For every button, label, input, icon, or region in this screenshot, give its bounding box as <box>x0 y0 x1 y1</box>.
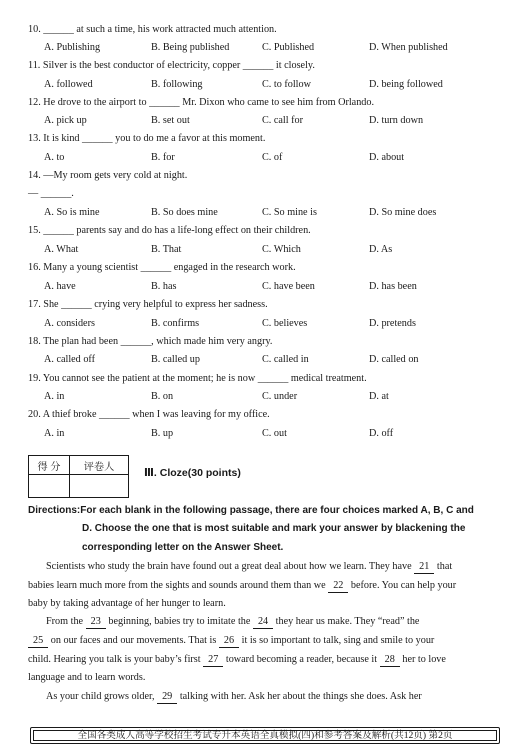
passage-text: talking with her. Ask her about the things she does. Ask her <box>179 691 422 702</box>
blank-23: 23 <box>86 615 106 629</box>
question-10-option-d: D. When published <box>369 42 448 53</box>
passage-text: toward becoming a reader, because it <box>225 654 378 665</box>
question-19-option-d: D. at <box>369 391 389 402</box>
passage-line-6 <box>28 653 446 667</box>
passage-line-4 <box>46 615 419 629</box>
blank-29: 29 <box>157 690 177 704</box>
score-cell <box>29 475 70 498</box>
question-12-option-a: A. pick up <box>44 115 87 126</box>
question-13-stem: 13. It is kind ______ you to do me a favor at this moment. <box>28 133 266 144</box>
passage-line-8 <box>46 690 422 704</box>
question-12-stem: 12. He drove to the airport to ______ Mr. Dixon who came to see him from Orlando. <box>28 97 375 108</box>
question-15-option-a: A. What <box>44 244 79 255</box>
question-13-option-b: B. for <box>151 152 175 163</box>
passage-text: beginning, babies try to imitate the <box>108 616 251 627</box>
passage-line-1 <box>46 560 452 574</box>
question-17-option-c: C. believes <box>262 318 308 329</box>
question-11-stem: 11. Silver is the best conductor of electricity, copper ______ it closely. <box>28 60 315 71</box>
question-19-option-c: C. under <box>262 391 298 402</box>
question-10-option-b: B. Being published <box>151 42 230 53</box>
passage-line-5 <box>28 634 434 648</box>
section-title: Ⅲ. Cloze(30 points) <box>144 467 241 479</box>
question-10-stem: 10. ______ at such a time, his work attracted much attention. <box>28 24 277 35</box>
question-15-option-b: B. That <box>151 244 182 255</box>
question-12-option-d: D. turn down <box>369 115 424 126</box>
question-14-option-a: A. So is mine <box>44 207 100 218</box>
question-15-option-d: D. As <box>369 244 393 255</box>
passage-text: From the <box>46 616 84 627</box>
blank-27: 27 <box>203 653 223 667</box>
question-12-option-c: C. call for <box>262 115 304 126</box>
question-14-option-b: B. So does mine <box>151 207 218 218</box>
passage-text: it is so important to talk, sing and smile to your <box>241 635 435 646</box>
question-17-option-b: B. confirms <box>151 318 200 329</box>
question-20-option-b: B. up <box>151 428 174 439</box>
passage-text: As your child grows older, <box>46 691 155 702</box>
question-11-option-a: A. followed <box>44 79 93 90</box>
question-13-option-a: A. to <box>44 152 65 163</box>
question-18-option-d: D. called on <box>369 354 419 365</box>
question-15-stem: 15. ______ parents say and do has a life-long effect on their children. <box>28 225 311 236</box>
question-16-option-c: C. have been <box>262 281 315 292</box>
question-19-stem: 19. You cannot see the patient at the moment; he is now ______ medical treatment. <box>28 373 367 384</box>
score-table <box>28 455 129 498</box>
question-17-stem: 17. She ______ crying very helpful to express her sadness. <box>28 299 268 310</box>
passage-text: before. You can help your <box>350 580 457 591</box>
question-10-option-c: C. Published <box>262 42 315 53</box>
question-20-stem: 20. A thief broke ______ when I was leaving for my office. <box>28 409 270 420</box>
question-20-option-c: C. out <box>262 428 287 439</box>
question-14-option-c: C. So mine is <box>262 207 317 218</box>
directions-line-2: D. Choose the one that is most suitable and mark your answer by blackening the <box>82 523 466 534</box>
question-18-option-a: A. called off <box>44 354 96 365</box>
question-13-option-c: C. of <box>262 152 283 163</box>
blank-21: 21 <box>414 560 434 574</box>
passage-text: her to love <box>402 654 446 665</box>
passage-text: child. Hearing you talk is your baby’s first <box>28 654 201 665</box>
question-18-option-b: B. called up <box>151 354 200 365</box>
passage-text: they hear us make. They “read” the <box>275 616 420 627</box>
directions-text-1: For each blank in the following passage, there are four choices marked A, B, C and <box>80 505 474 516</box>
grader-header: 评卷人 <box>70 456 129 475</box>
question-17-option-a: A. considers <box>44 318 95 329</box>
blank-22: 22 <box>328 579 348 593</box>
question-15-option-c: C. Which <box>262 244 301 255</box>
question-18-option-c: C. called in <box>262 354 309 365</box>
question-20-option-a: A. in <box>44 428 65 439</box>
question-16-stem: 16. Many a young scientist ______ engaged in the research work. <box>28 262 296 273</box>
question-18-stem: 18. The plan had been ______, which made him very angry. <box>28 336 273 347</box>
question-14-option-d: D. So mine does <box>369 207 437 218</box>
blank-26: 26 <box>219 634 239 648</box>
grader-cell <box>70 475 129 498</box>
blank-25: 25 <box>28 634 48 648</box>
passage-line-7: language and to learn words. <box>28 672 146 683</box>
question-16-option-a: A. have <box>44 281 76 292</box>
question-11-option-c: C. to follow <box>262 79 311 90</box>
passage-line-2 <box>28 579 456 593</box>
directions-line-3: corresponding letter on the Answer Sheet. <box>82 542 284 553</box>
blank-28: 28 <box>380 653 400 667</box>
passage-text: that <box>436 561 453 572</box>
question-16-option-d: D. has been <box>369 281 417 292</box>
question-14-stem: 14. —My room gets very cold at night. <box>28 170 188 181</box>
question-19-option-b: B. on <box>151 391 174 402</box>
question-10-option-a: A. Publishing <box>44 42 101 53</box>
question-11-option-d: D. being followed <box>369 79 443 90</box>
score-header: 得 分 <box>29 456 70 475</box>
question-19-option-a: A. in <box>44 391 65 402</box>
directions-line-1 <box>28 505 474 516</box>
question-16-option-b: B. has <box>151 281 177 292</box>
question-13-option-d: D. about <box>369 152 405 163</box>
passage-text: babies learn much more from the sights and sounds around them than we <box>28 580 326 591</box>
directions-label: Directions: <box>28 505 81 516</box>
passage-text: Scientists who study the brain have found out a great deal about how we learn. They have <box>46 561 412 572</box>
page-footer: 全国各类成人高等学校招生考试专升本英语全真模拟(四)和参考答案及解析(共12页) 第2页 <box>30 727 500 744</box>
question-14-response: — ______. <box>28 188 74 199</box>
passage-line-3: baby by taking advantage of her hunger to learn. <box>28 598 226 609</box>
passage-text: on our faces and our movements. That is <box>50 635 217 646</box>
blank-24: 24 <box>253 615 273 629</box>
question-20-option-d: D. off <box>369 428 394 439</box>
question-17-option-d: D. pretends <box>369 318 416 329</box>
question-11-option-b: B. following <box>151 79 203 90</box>
question-12-option-b: B. set out <box>151 115 190 126</box>
